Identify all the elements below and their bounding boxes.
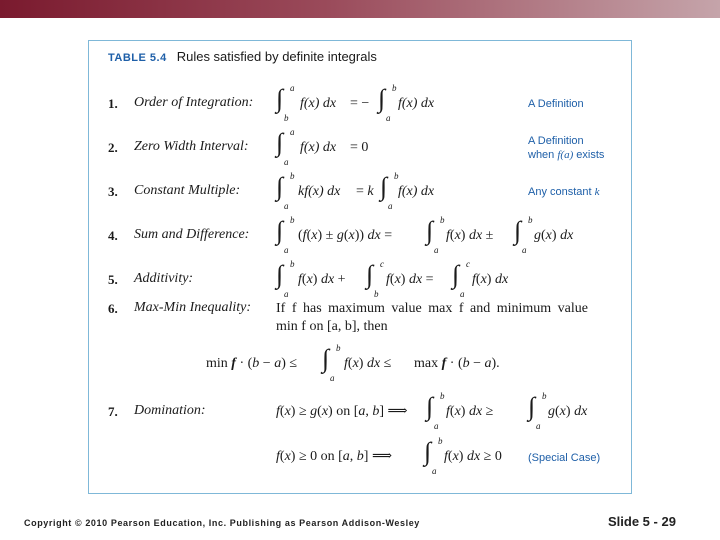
rule-4-number: 4.	[108, 228, 118, 243]
rule-7-note: (Special Case)	[528, 452, 601, 464]
top-gradient-bar	[0, 0, 720, 18]
rule-2-note-line1: A Definition	[528, 135, 584, 147]
rule-4-name: Sum and Difference:	[134, 227, 250, 242]
rule-6-number: 6.	[108, 301, 118, 316]
rule-3-number: 3.	[108, 184, 118, 199]
rule-3-note: Any constant k	[528, 186, 600, 198]
rule-2-note-line2: when f(a) exists	[528, 149, 605, 161]
rule-1-name: Order of Integration:	[134, 95, 254, 110]
rule-1-number: 1.	[108, 96, 118, 111]
rule-3-name: Constant Multiple:	[134, 183, 241, 198]
footer-slide-number: Slide 5 - 29	[608, 514, 676, 529]
rule-6-text-line1: If f has maximum value max f and minimum value	[276, 301, 588, 316]
rule-6-name: Max-Min Inequality:	[134, 300, 252, 315]
rule-7-name: Domination:	[134, 403, 206, 418]
rule-5-number: 5.	[108, 272, 118, 287]
table-title	[108, 49, 377, 64]
footer-copyright: Copyright © 2010 Pearson Education, Inc. Publishing as Pearson Addison-Wesley	[24, 518, 420, 528]
rule-2-name: Zero Width Interval:	[134, 139, 249, 154]
rule-7-number: 7.	[108, 404, 118, 419]
rule-5-name: Additivity:	[134, 271, 194, 286]
rule-6-text-line2: min f on [a, b], then	[276, 319, 388, 334]
table-label: TABLE 5.4	[108, 52, 167, 64]
table-title-text: Rules satisfied by definite integrals	[176, 49, 377, 64]
rule-2-number: 2.	[108, 140, 118, 155]
rule-1-note: A Definition	[528, 98, 584, 110]
